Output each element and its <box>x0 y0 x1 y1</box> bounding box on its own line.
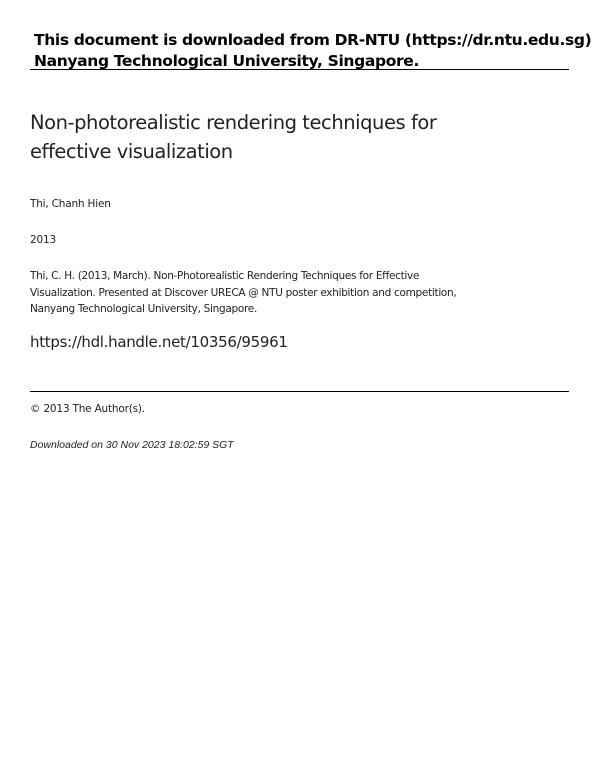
repository-header <box>34 30 592 72</box>
title-line-2: effective visualization <box>30 140 233 163</box>
header-institution-line: Nanyang Technological University, Singapore. <box>34 52 419 70</box>
copyright-notice: © 2013 The Author(s). <box>30 403 145 415</box>
handle-link[interactable]: https://hdl.handle.net/10356/95961 <box>30 333 288 351</box>
publication-year: 2013 <box>30 234 56 246</box>
download-timestamp: Downloaded on 30 Nov 2023 18:02:59 SGT <box>30 439 234 451</box>
header-divider <box>30 69 569 70</box>
header-source-line: This document is downloaded from DR‑NTU (https://dr.ntu.edu.sg) <box>34 31 592 49</box>
document-title <box>30 108 510 166</box>
citation-line-3: Nanyang Technological University, Singapore. <box>30 303 257 315</box>
citation-line-1: Thi, C. H. (2013, March). Non‑Photorealistic Rendering Techniques for Effective <box>30 270 420 282</box>
author-name: Thi, Chanh Hien <box>30 198 111 210</box>
section-divider <box>30 391 569 392</box>
title-line-1: Non‑photorealistic rendering techniques for <box>30 111 437 134</box>
citation-line-2: Visualization. Presented at Discover URECA @ NTU poster exhibition and competition, <box>30 286 457 299</box>
citation-text <box>30 268 500 318</box>
